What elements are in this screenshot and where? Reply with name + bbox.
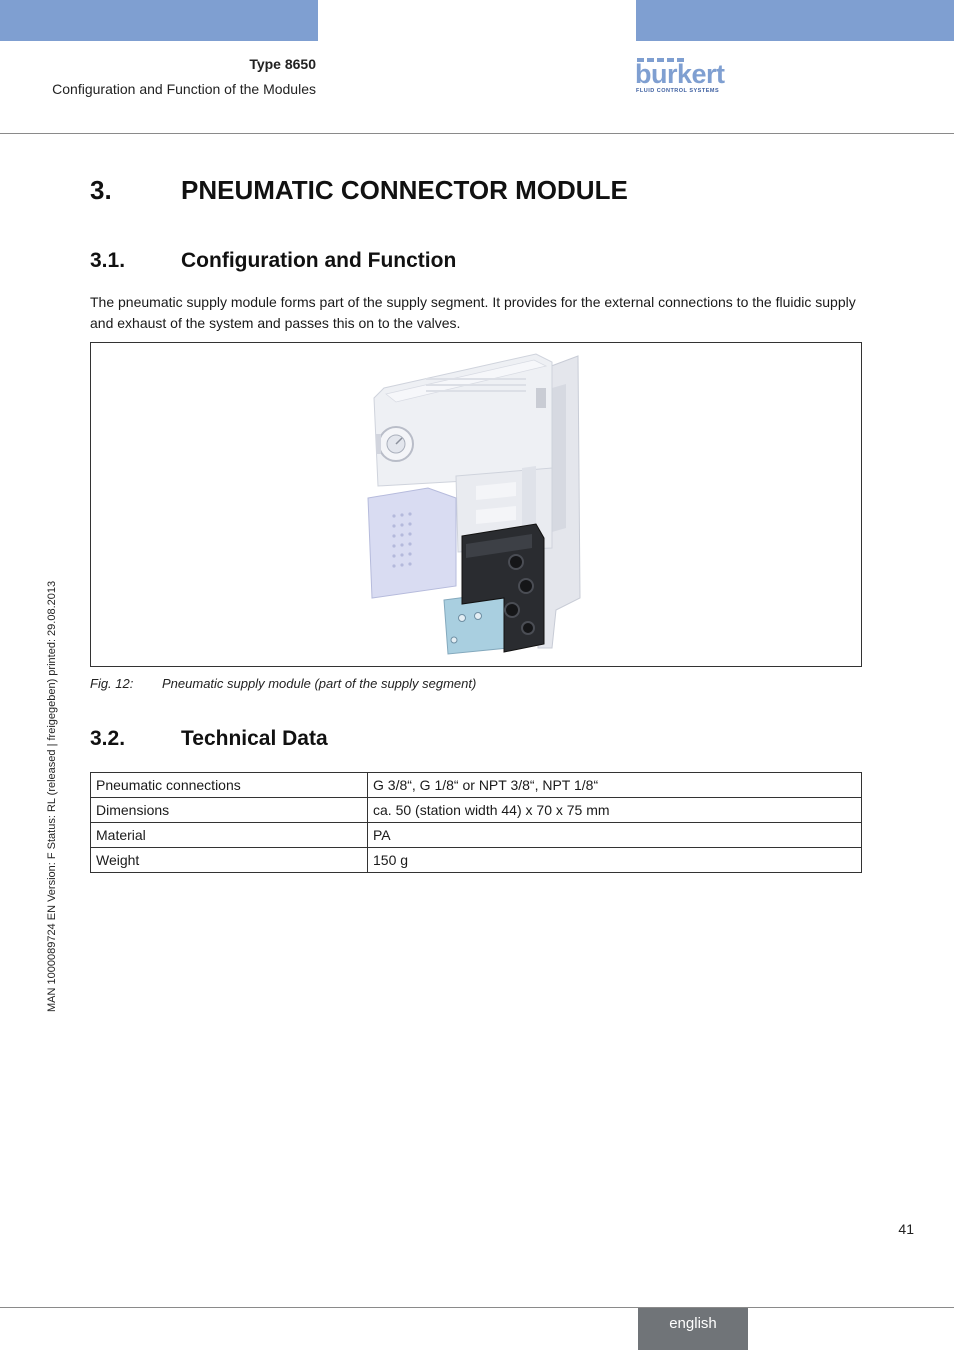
section-number: 3. xyxy=(90,175,112,205)
logo-word: burkert xyxy=(635,59,725,89)
table-row xyxy=(91,848,862,873)
table-row xyxy=(91,798,862,823)
burkert-logo xyxy=(636,58,736,98)
header-type: Type 8650 xyxy=(249,56,316,72)
header-bar-left xyxy=(0,0,318,41)
pneumatic-module-image xyxy=(366,348,586,658)
document-side-note: MAN 1000089724 EN Version: F Status: RL (released | freigegeben) printed: 29.08.2013 xyxy=(46,580,58,1012)
table-cell-value: G 3/8“, G 1/8“ or NPT 3/8“, NPT 1/8“ xyxy=(368,773,862,798)
body-paragraph: The pneumatic supply module forms part of the supply segment. It provides for the external connections to the fluidic supply and exhaust of the system and passes this on to the valves. xyxy=(90,294,856,331)
table-row xyxy=(91,823,862,848)
header-subtitle: Configuration and Function of the Modules xyxy=(52,81,316,97)
table-cell-value: PA xyxy=(368,823,862,848)
subsection-title: Configuration and Function xyxy=(181,249,457,272)
table-cell-key: Dimensions xyxy=(91,798,368,823)
language-tab: english xyxy=(638,1308,748,1350)
logo-tagline: FLUID CONTROL SYSTEMS xyxy=(636,88,720,94)
figure-caption-text: Pneumatic supply module (part of the supply segment) xyxy=(162,676,477,691)
table-cell-key: Material xyxy=(91,823,368,848)
footer-divider xyxy=(0,1307,954,1308)
subsection-number: 3.2. xyxy=(90,727,126,750)
table-cell-key: Weight xyxy=(91,848,368,873)
technical-data-table xyxy=(90,772,862,873)
subsection-number: 3.1. xyxy=(90,249,126,272)
header-divider xyxy=(0,133,954,134)
table-cell-value: ca. 50 (station width 44) x 70 x 75 mm xyxy=(368,798,862,823)
page-number: 41 xyxy=(898,1221,914,1237)
table-row xyxy=(91,773,862,798)
subsection-title: Technical Data xyxy=(181,727,328,750)
table-cell-key: Pneumatic connections xyxy=(91,773,368,798)
figure-frame xyxy=(90,342,862,667)
figure-label: Fig. 12: xyxy=(90,676,134,691)
section-title: PNEUMATIC CONNECTOR MODULE xyxy=(181,175,628,205)
table-cell-value: 150 g xyxy=(368,848,862,873)
header-bar-right xyxy=(636,0,954,41)
